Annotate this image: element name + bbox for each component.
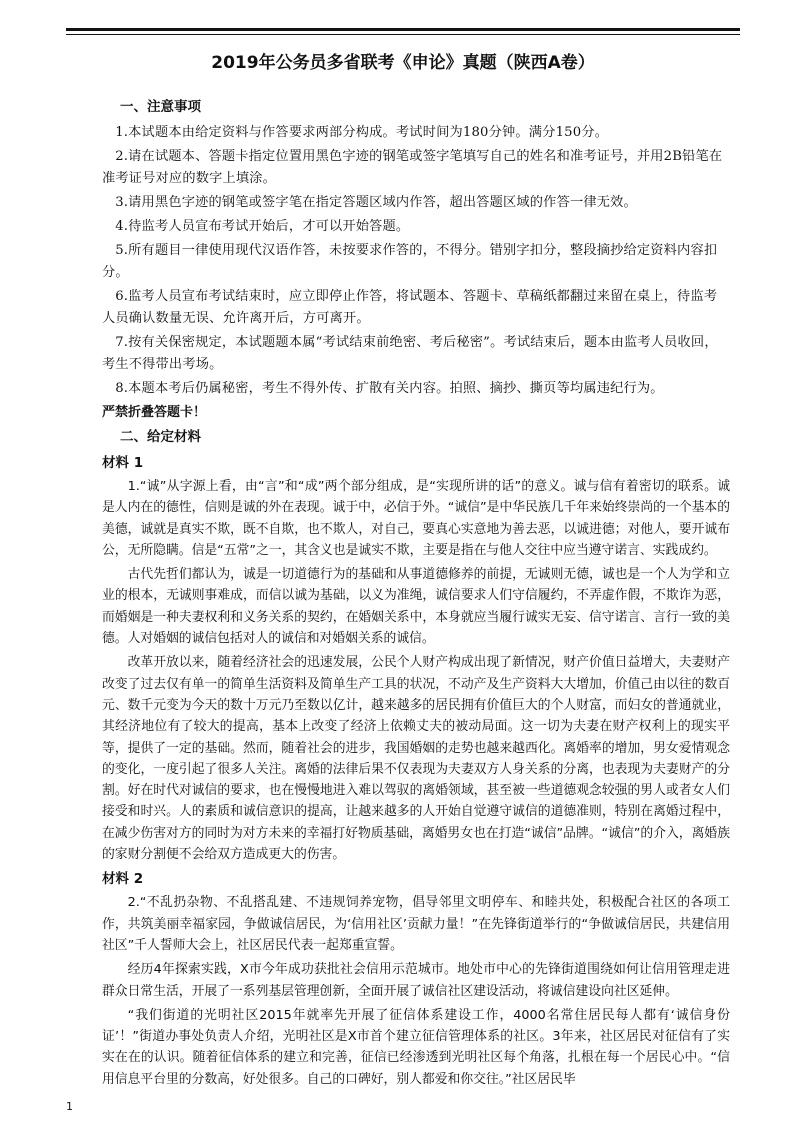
note-item: 7.按有关保密规定，本试题题本属“考试结束前绝密、考后秘密”。考试结束后，题本由监考人员收回，考生不得带出考场。: [102, 335, 718, 372]
material-2-title: 材料 2: [102, 871, 144, 888]
note-item: 1.本试题本由给定资料与作答要求两部分构成。考试时间为180分钟。满分150分。: [115, 125, 609, 140]
page-number: 1: [66, 1100, 73, 1113]
header-rule-thick: [66, 28, 740, 31]
material-1-paragraph: 古代先哲们都认为，诚是一切道德行为的基础和从事道德修养的前提，无诚则无德，诚也是一个人为学和立业的根本，无诚则事难成，而信以诚为基础，以义为准绳，诚信要求人们守信履约，不弄虚作假，不欺诈为恶，而婚姻是一种夫妻权利和义务关系的契约，在婚姻关系中，本身就应当履行诚实无妄、信守诺言、言行一致的美德。人对婚姻的诚信包括对人的诚信和对婚姻关系的诚信。: [102, 567, 730, 647]
warning-text: 严禁折叠答题卡！: [102, 405, 207, 420]
section-heading-materials: 二、给定材料: [120, 429, 201, 445]
material-1-paragraph: 1.“诚”从字源上看，由“言”和“成”两个部分组成，是“实现所讲的话”的意义。诚与信有着密切的联系。诚是人内在的德性，信则是诚的外在表现。诚于中，必信于外。“诚信”是中华民族几千年来始终崇尚的一个基本的美德，诚就是真实不欺，既不自欺，也不欺人，对自己，要真心实意地为善去恶，以诚进德；对他人，要开诚布公，无所隐瞒。信是“五常”之一，其含义也是诚实不欺，主要是指在与他人交往中应当遵守诺言、实践成约。: [102, 479, 730, 558]
material-2-paragraph: 2.“不乱扔杂物、不乱搭乱建、不违规饲养宠物，倡导邻里文明停车、和睦共处，积极配合社区的各项工作，共筑美丽幸福家园，争做诚信居民，为‘信用社区’贡献力量！”在先锋街道举行的“争做诚信居民，共建信用社区”千人誓师大会上，社区居民代表一起郑重宣誓。: [102, 895, 730, 953]
note-item: 2.请在试题本、答题卡指定位置用黑色字迹的钢笔或签字笔填写自己的姓名和准考证号，并用2B铅笔在准考证号对应的数字上填涂。: [102, 149, 723, 186]
note-item: 4.待监考人员宣布考试开始后，才可以开始答题。: [115, 219, 410, 234]
note-item: 6.监考人员宣布考试结束时，应立即停止作答，将试题本、答题卡、草稿纸都翻过来留在桌上，待监考人员确认数量无误、允许离开后，方可离开。: [102, 289, 718, 326]
note-item: 3.请用黑色字迹的钢笔或签字笔在指定答题区域内作答，超出答题区域的作答一律无效。: [115, 195, 637, 210]
section-heading-notes: 一、注意事项: [120, 99, 201, 115]
material-2-paragraph: “我们街道的光明社区2015年就率先开展了征信体系建设工作，4000名常住居民每人都有‘诚信身份证’！”街道办事处负责人介绍，光明社区是X市首个建立征信管理体系的社区。3年来，社区居民对征信有了实实在在的认识。随着征信体系的建立和完善，征信已经渗透到光明社区每个角落，扎根在每一个居民心中。“信用信息平台里的分数高，好处很多。自己的口碑好，别人都爱和你交往。”社区居民毕: [102, 1007, 730, 1087]
material-2-paragraph: 经历4年探索实践，X市今年成功获批社会信用示范城市。地处市中心的先锋街道围绕如何让信用管理走进群众日常生活，开展了一系列基层管理创新，全面开展了诚信社区建设活动，将诚信建设向社区延伸。: [102, 962, 730, 999]
note-item: 5.所有题目一律使用现代汉语作答，未按要求作答的，不得分。错别字扣分，整段摘抄给定资料内容扣分。: [102, 243, 718, 280]
note-item: 8.本题本考后仍属秘密，考生不得外传、扩散有关内容。拍照、摘抄、撕页等均属违纪行为。: [115, 381, 664, 396]
header-rule-thin: [66, 34, 740, 35]
material-1-title: 材料 1: [102, 455, 144, 471]
page-title: 2019年公务员多省联考《申论》真题（陕西A卷）: [211, 53, 595, 73]
material-1-paragraph: 改革开放以来，随着经济社会的迅速发展，公民个人财产构成出现了新情况，财产价值日益增大，夫妻财产改变了过去仅有单一的简单生活资料及简单生产工具的状况，不动产及生产资料大大增加，价值己由以往的数百元、数千元变为今天的数十万元乃至数以亿计，越来越多的居民拥有价值巨大的个人财富，而妇女的普通就业，其经济地位有了较大的提高，基本上改变了经济上依赖丈夫的被动局面。这一切为夫妻在财产权利上的现实平等，提供了一定的基础。然而，随着社会的进步，我国婚姻的走势也越来越西化。离婚率的增加，男女爱情观念的变化，一度引起了很多人关注。离婚的法律后果不仅表现为夫妻双方人身关系的分离，也表现为夫妻财产的分割。好在时代对诚信的要求，也在慢慢地进入难以驾驭的离婚领域，甚至被一些道德观念较强的男人或者女人们接受和时兴。人的素质和诚信意识的提高，让越来越多的人开始自觉遵守诚信的道德准则，特别在离婚过程中，在减少伤害对方的同时为对方未来的幸福打好物质基础，离婚男女也在打造“诚信”品牌。“诚信”的介入，离婚族的家财分割便不会给双方造成更大的伤害。: [102, 655, 730, 863]
document-body: [102, 96, 730, 1093]
